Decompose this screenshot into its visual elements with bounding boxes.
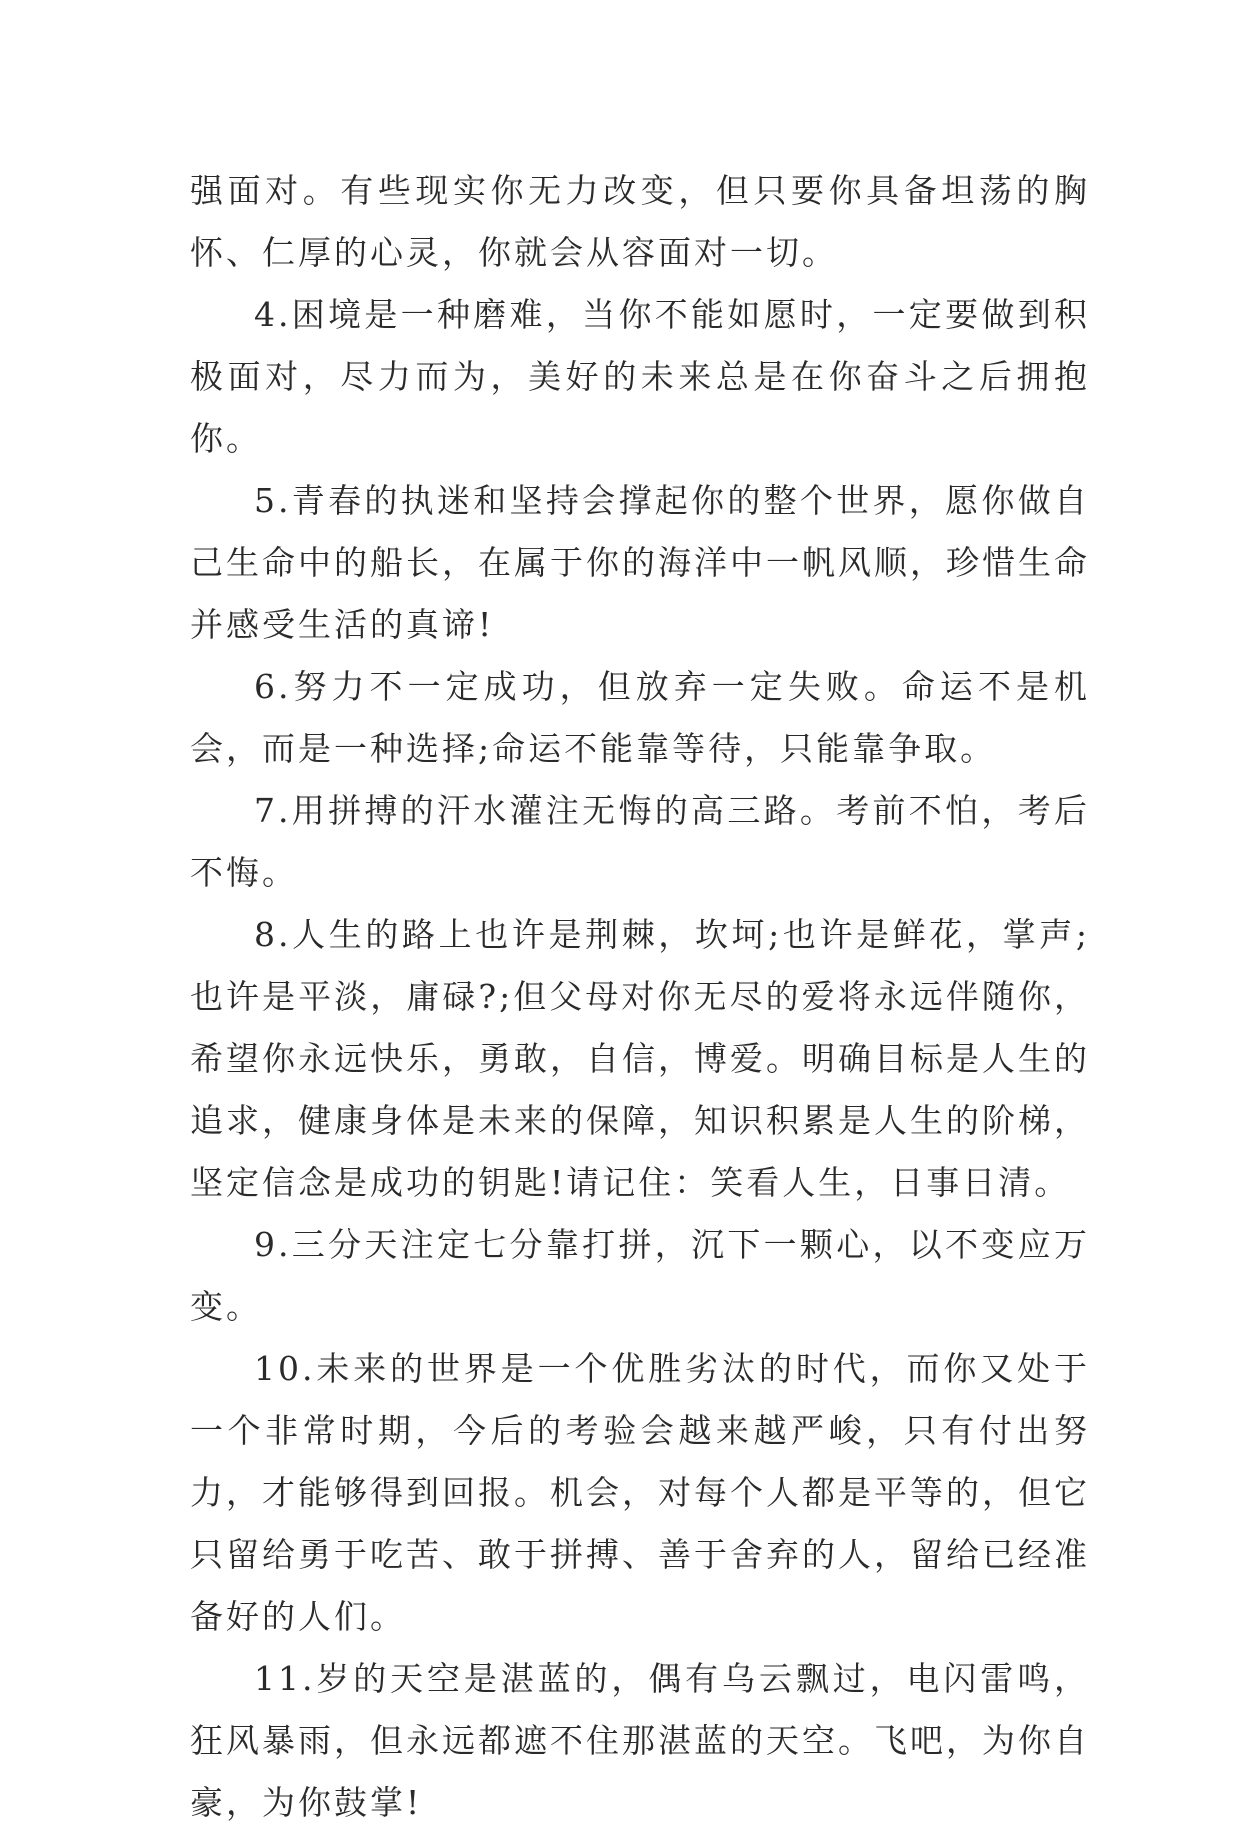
paragraph-item-10: 10.未来的世界是一个优胜劣汰的时代，而你又处于一个非常时期，今后的考验会越来越严峻，只有付出努力，才能够得到回报。机会，对每个人都是平等的，但它只留给勇于吃苦、敢于拼搏、善于舍弃的人，留给已经准备好的人们。 bbox=[190, 1349, 1090, 1636]
paragraph-item-7: 7.用拼搏的汗水灌注无悔的高三路。考前不怕，考后不悔。 bbox=[190, 791, 1090, 892]
document-body bbox=[190, 160, 1090, 1834]
paragraph-item-6: 6.努力不一定成功，但放弃一定失败。命运不是机会，而是一种选择;命运不能靠等待，只能靠争取。 bbox=[190, 667, 1090, 768]
paragraph-item-11: 11.岁的天空是湛蓝的，偶有乌云飘过，电闪雷鸣，狂风暴雨，但永远都遮不住那湛蓝的天空。飞吧，为你自豪，为你鼓掌! bbox=[190, 1659, 1090, 1822]
paragraph-item-5: 5.青春的执迷和坚持会撑起你的整个世界，愿你做自己生命中的船长，在属于你的海洋中一帆风顺，珍惜生命并感受生活的真谛! bbox=[190, 481, 1090, 644]
paragraph-item-4: 4.困境是一种磨难，当你不能如愿时，一定要做到积极面对，尽力而为，美好的未来总是在你奋斗之后拥抱你。 bbox=[190, 295, 1090, 458]
paragraph-item-8: 8.人生的路上也许是荆棘，坎坷;也许是鲜花，掌声;也许是平淡，庸碌?;但父母对你无尽的爱将永远伴随你，希望你永远快乐，勇敢，自信，博爱。明确目标是人生的追求，健康身体是未来的保障，知识积累是人生的阶梯，坚定信念是成功的钥匙!请记住：笑看人生，日事日清。 bbox=[190, 915, 1090, 1202]
paragraph-continued: 强面对。有些现实你无力改变，但只要你具备坦荡的胸怀、仁厚的心灵，你就会从容面对一切。 bbox=[190, 171, 1090, 272]
paragraph-item-9: 9.三分天注定七分靠打拼，沉下一颗心，以不变应万变。 bbox=[190, 1225, 1090, 1326]
